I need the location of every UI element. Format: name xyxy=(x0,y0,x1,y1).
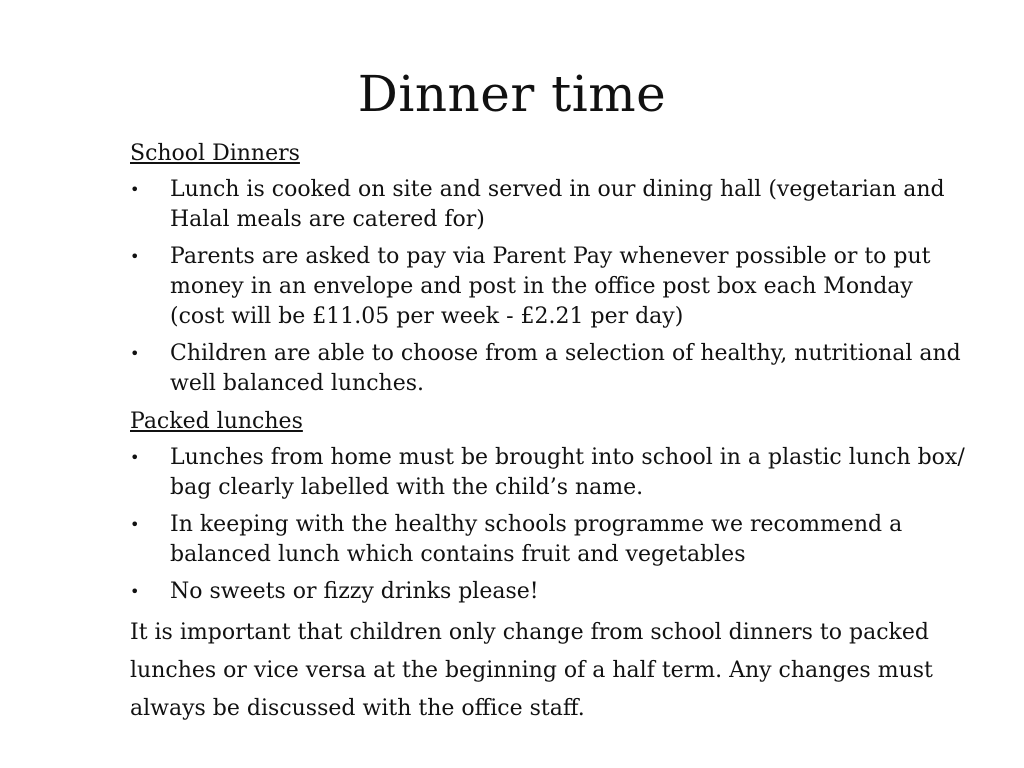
bullet-text: In keeping with the healthy schools programme we recommend a balanced lunch which contains fruit and vegetables xyxy=(170,512,903,567)
bullet-text: No sweets or fizzy drinks please! xyxy=(170,579,539,604)
bullet-icon: • xyxy=(130,247,140,266)
bullet-text: Lunches from home must be brought into school in a plastic lunch box/ bag clearly labelled with the child’s name. xyxy=(170,445,965,500)
section-heading-school-dinners: School Dinners xyxy=(130,141,300,166)
list-item xyxy=(130,242,970,332)
list-item xyxy=(130,577,970,607)
packed-lunches-list xyxy=(130,443,970,607)
bullet-text: Parents are asked to pay via Parent Pay whenever possible or to put money in an envelope and post in the office post box each Monday (cost will be £11.05 per week - £2.21 per day) xyxy=(170,244,931,329)
bullet-text: Lunch is cooked on site and served in our dining hall (vegetarian and Halal meals are catered for) xyxy=(170,177,945,232)
bullet-icon: • xyxy=(130,582,140,601)
bullet-icon: • xyxy=(130,344,140,363)
closing-note: It is important that children only change from school dinners to packed lunches or vice versa at the beginning of a half term. Any changes must always be discussed with the office staff. xyxy=(130,620,933,721)
slide-content xyxy=(130,138,970,728)
bullet-text: Children are able to choose from a selection of healthy, nutritional and well balanced lunches. xyxy=(170,341,961,396)
section-heading-packed-lunches: Packed lunches xyxy=(130,409,303,434)
bullet-icon: • xyxy=(130,180,140,199)
school-dinners-list xyxy=(130,175,970,399)
list-item xyxy=(130,175,970,235)
slide-title: Dinner time xyxy=(357,65,667,123)
list-item xyxy=(130,510,970,570)
list-item xyxy=(130,443,970,503)
bullet-icon: • xyxy=(130,515,140,534)
list-item xyxy=(130,339,970,399)
bullet-icon: • xyxy=(130,448,140,467)
